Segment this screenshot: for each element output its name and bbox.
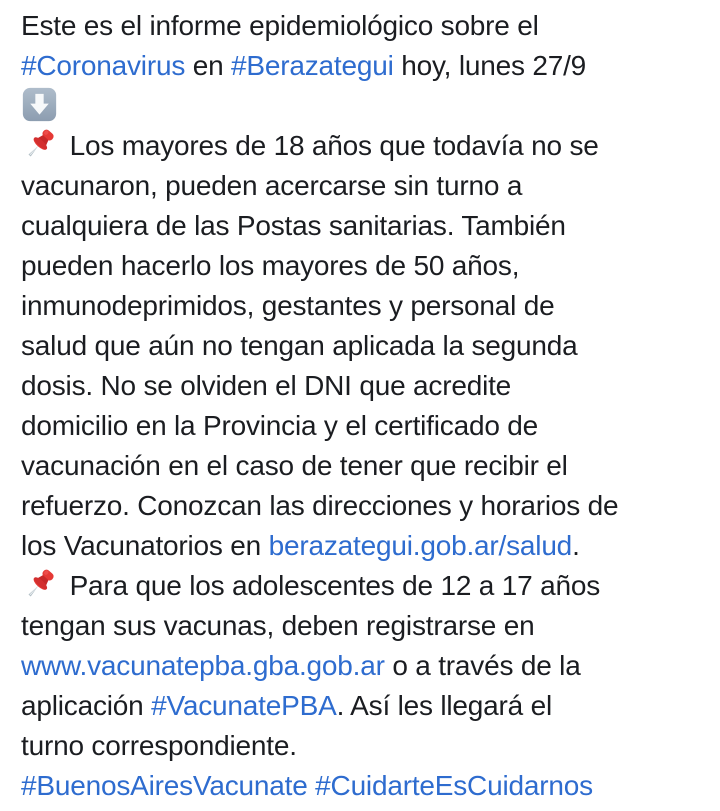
post-line bbox=[21, 486, 700, 526]
hashtag-link[interactable]: #Coronavirus bbox=[21, 50, 186, 81]
post-text: . Así les llegará el bbox=[336, 690, 553, 721]
post-text: Los mayores de 18 años que todavía no se bbox=[62, 130, 599, 161]
post-text: aplicación bbox=[21, 690, 152, 721]
post-text: refuerzo. Conozcan las direcciones y horarios de bbox=[21, 490, 619, 521]
hashtag-link[interactable]: #CuidarteEsCuidarnos bbox=[315, 770, 593, 801]
post-text: domicilio en la Provincia y el certificado de bbox=[21, 410, 539, 441]
post-line bbox=[21, 126, 700, 166]
post-text: Para que los adolescentes de 12 a 17 años bbox=[62, 570, 600, 601]
post-text: en bbox=[185, 50, 232, 81]
post-line bbox=[21, 566, 700, 606]
hashtag-link[interactable]: #Berazategui bbox=[231, 50, 394, 81]
down-arrow-emoji bbox=[21, 86, 58, 123]
url-link[interactable]: www.vacunatepba.gba.gob.ar bbox=[21, 650, 385, 681]
post-line bbox=[21, 406, 700, 446]
post-text: Este es el informe epidemiológico sobre el bbox=[21, 10, 539, 41]
post-text: inmunodeprimidos, gestantes y personal de bbox=[21, 290, 555, 321]
post-line bbox=[21, 6, 700, 46]
post-text: vacunación en el caso de tener que recibir el bbox=[21, 450, 568, 481]
post-line bbox=[21, 446, 700, 486]
post-text: turno correspondiente. bbox=[21, 730, 297, 761]
post-line bbox=[21, 326, 700, 366]
post-text: salud que aún no tengan aplicada la segunda bbox=[21, 330, 578, 361]
post-text: cualquiera de las Postas sanitarias. También bbox=[21, 210, 566, 241]
post-line bbox=[21, 766, 700, 806]
pushpin-emoji bbox=[21, 566, 58, 603]
post-line bbox=[21, 86, 700, 126]
post-text: . bbox=[572, 530, 580, 561]
hashtag-link[interactable]: #VacunatePBA bbox=[151, 690, 337, 721]
post-text: vacunaron, pueden acercarse sin turno a bbox=[21, 170, 523, 201]
post-text: hoy, lunes 27/9 bbox=[393, 50, 587, 81]
post-text: o a través de la bbox=[384, 650, 581, 681]
post-line bbox=[21, 166, 700, 206]
hashtag-link[interactable]: #BuenosAiresVacunate bbox=[21, 770, 308, 801]
post-line bbox=[21, 366, 700, 406]
post-line bbox=[21, 526, 700, 566]
post-line bbox=[21, 286, 700, 326]
post-line bbox=[21, 206, 700, 246]
post-text: los Vacunatorios en bbox=[21, 530, 269, 561]
post-line bbox=[21, 246, 700, 286]
post-line bbox=[21, 726, 700, 766]
post-text: tengan sus vacunas, deben registrarse en bbox=[21, 610, 535, 641]
post-text: dosis. No se olviden el DNI que acredite bbox=[21, 370, 512, 401]
post-line bbox=[21, 646, 700, 686]
url-link[interactable]: berazategui.gob.ar/salud bbox=[268, 530, 573, 561]
post-text: pueden hacerlo los mayores de 50 años, bbox=[21, 250, 520, 281]
post-line bbox=[21, 686, 700, 726]
post-line bbox=[21, 46, 700, 86]
pushpin-emoji bbox=[21, 126, 58, 163]
post-line bbox=[21, 606, 700, 646]
